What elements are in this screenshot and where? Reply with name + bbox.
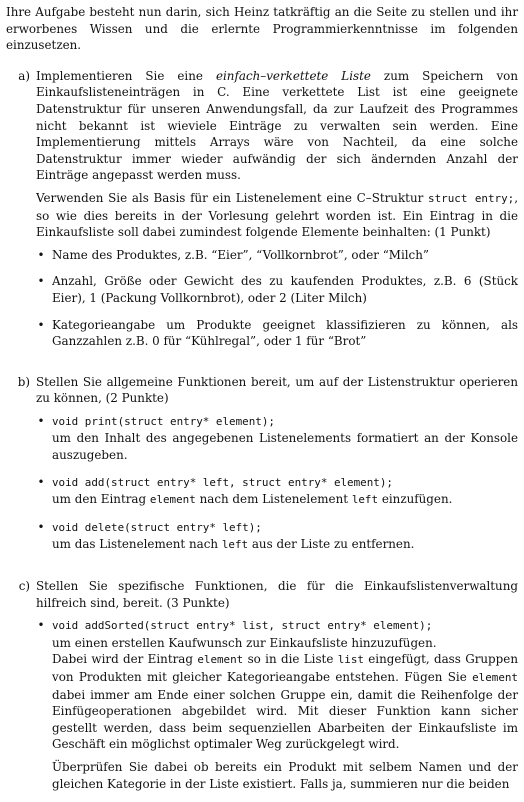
code-left: left bbox=[351, 493, 379, 507]
list-item-text: Anzahl, Größe oder Gewicht des zu kaufenden Produktes, z.B. 6 (Stück Eier), 1 (Packung Vollkornbrot), oder 2 (Liter Milch) bbox=[52, 274, 518, 305]
list-item bbox=[36, 317, 518, 350]
task-c-marker: c) bbox=[18, 579, 30, 594]
task-c-paragraph: Stellen Sie spezifische Funktionen, die für die Einkaufslistenverwaltung hilfreich sind, bereit. (3 Punkte) bbox=[36, 579, 518, 610]
task-a-bullet-list bbox=[36, 247, 518, 350]
text-segment: so in die Liste bbox=[243, 652, 338, 667]
code-addsorted: void addSorted(struct entry* list, struct entry* element); bbox=[52, 619, 433, 633]
text-segment: Implementieren Sie eine bbox=[36, 68, 216, 83]
list-item bbox=[36, 617, 518, 792]
bullet-icon: • bbox=[37, 317, 45, 332]
task-c-bullet-list bbox=[36, 617, 518, 792]
text-segment: Verwenden Sie als Basis für ein Listenelement eine C–Struktur bbox=[36, 190, 429, 205]
task-a-paragraph-2 bbox=[36, 190, 518, 241]
code-print: void print(struct entry* element); bbox=[52, 414, 275, 428]
bullet-icon: • bbox=[37, 474, 45, 489]
task-c-paragraph-b: Überprüfen Sie dabei ob bereits ein Produkt mit selbem Namen und der gleichen Kategorie in der Liste existiert. Falls ja, summieren nur die beiden bbox=[52, 759, 518, 791]
list-item bbox=[36, 519, 518, 554]
task-c bbox=[6, 578, 518, 802]
code-struct-entry: struct entry; bbox=[428, 191, 515, 205]
text-segment: zum Speichern von Einkaufslisteneinträgen in C. Eine verkettete List ist eine geeignete Datenstruktur für unseren Anwendungsfall, da zur Laufzeit des Programmes nicht bekannt ist wieviele Einträge zu verwalten sein werden. Eine Implementierung mittels Arrays wäre von Nachteil, da eine solche Datenstruktur immer wieder aufwändig der sich ändernden Anzahl der Einträge angepasst werden muss. bbox=[36, 68, 518, 183]
bullet-icon: • bbox=[37, 274, 45, 289]
list-item bbox=[36, 273, 518, 306]
code-left: left bbox=[221, 538, 249, 552]
text-segment: eingefügt, dass Gruppen von Produkten mit gleicher Kategorieangabe entstehen. Fügen Sie bbox=[52, 652, 518, 684]
task-b-marker: b) bbox=[17, 374, 30, 389]
task-a bbox=[6, 68, 518, 360]
list-item-text: um den Inhalt des angegebenen Listenelements formatiert an der Konsole auszugeben. bbox=[52, 431, 518, 463]
bullet-icon: • bbox=[37, 413, 45, 428]
task-a-paragraph-1 bbox=[36, 68, 518, 184]
text-segment: um den Eintrag bbox=[52, 492, 150, 507]
code-element: element bbox=[472, 671, 518, 684]
text-segment: um das Listenelement nach bbox=[52, 537, 222, 552]
bullet-icon: • bbox=[37, 618, 45, 633]
bullet-icon: • bbox=[37, 519, 45, 534]
text-segment: dabei immer am Ende einer solchen Gruppe ein, damit die Reihenfolge der Einfügeoperationen abgebildet wird. Mit dieser Funktion kann sicher gestellt werden, dass beim sequenziellen Abarbeiten der Einkaufsliste im Geschäft ein möglichst optimaler Weg zurückgelegt wird. bbox=[52, 687, 518, 752]
code-element: element bbox=[197, 653, 244, 667]
list-item-text: Name des Produktes, z.B. “Eier”, “Vollkornbrot”, oder “Milch” bbox=[52, 247, 429, 262]
text-segment: aus der Liste zu entfernen. bbox=[248, 537, 415, 552]
list-item-text: Kategorieangabe um Produkte geeignet klassifizieren zu können, als Ganzzahlen z.B. 0 für “Kühlregal”, oder 1 für “Brot” bbox=[52, 317, 518, 349]
text-segment: nach dem Listenelement bbox=[195, 492, 352, 507]
emphasis-text: einfach–verkettete Liste bbox=[215, 68, 371, 83]
text-segment: Dabei wird der Eintrag bbox=[52, 652, 198, 667]
task-b bbox=[6, 374, 518, 564]
list-item bbox=[36, 474, 518, 509]
code-add: void add(struct entry* left, struct entry* element); bbox=[52, 475, 393, 489]
task-b-paragraph: Stellen Sie allgemeine Funktionen bereit, um auf der Listenstruktur operieren zu können, (2 Punkte) bbox=[36, 374, 518, 406]
task-b-bullet-list bbox=[36, 413, 518, 554]
list-item-text: um einen erstellen Kaufwunsch zur Einkaufsliste hinzuzufügen. bbox=[52, 635, 437, 650]
task-a-marker: a) bbox=[18, 68, 30, 83]
text-segment: einzufügen. bbox=[378, 492, 453, 507]
code-element: element bbox=[149, 493, 196, 507]
text-segment: , so wie dies bereits in der Vorlesung gelehrt worden ist. Ein Eintrag in die Einkaufsliste soll dabei zumindest folgende Elemente beinhalten: (1 Punkt) bbox=[36, 190, 518, 240]
bullet-icon: • bbox=[37, 247, 45, 262]
list-item bbox=[36, 413, 518, 464]
intro-paragraph: Ihre Aufgabe besteht nun darin, sich Heinz tatkräftig an die Seite zu stellen und ihr erworbenes Wissen und die erlernte Programmierkenntnisse im folgenden einzusetzen. bbox=[6, 5, 518, 53]
code-list: list bbox=[337, 653, 364, 667]
list-item bbox=[36, 247, 518, 264]
code-delete: void delete(struct entry* left); bbox=[52, 520, 262, 534]
